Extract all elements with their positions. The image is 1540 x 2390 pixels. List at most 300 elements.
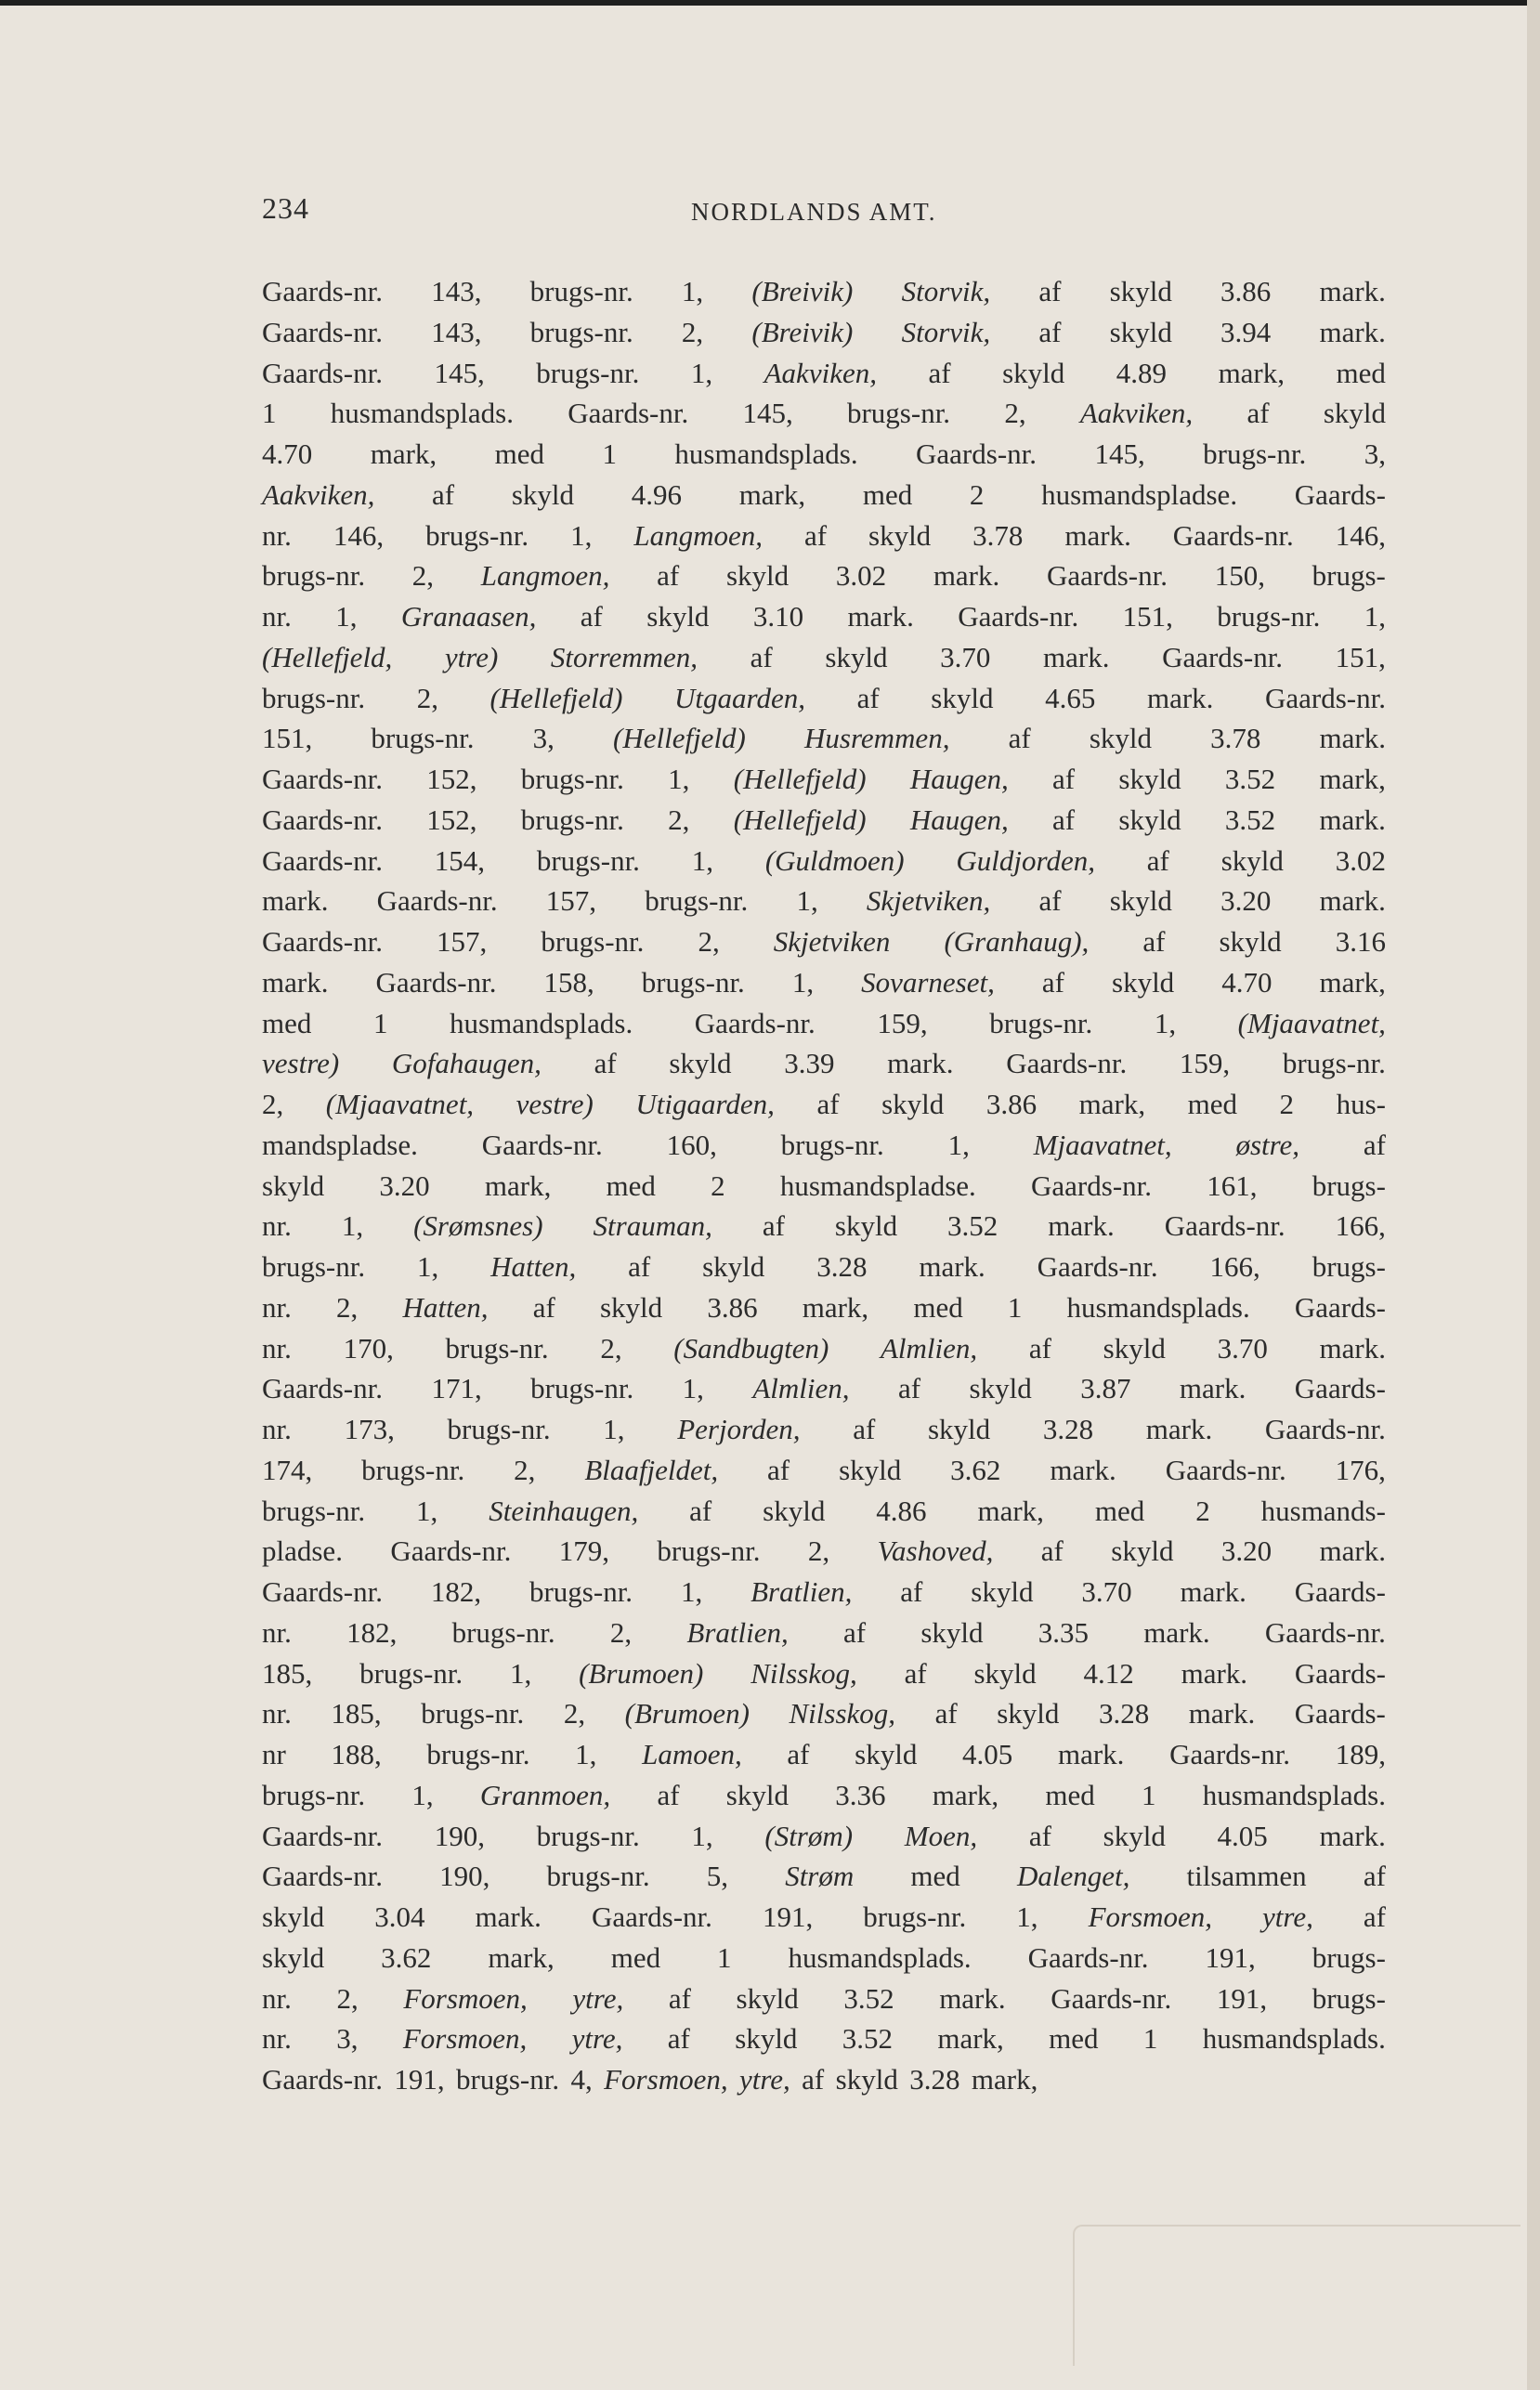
- word: 3.10: [752, 600, 804, 633]
- text-line: [262, 1287, 1386, 1328]
- place-name: Strøm: [785, 1860, 855, 1893]
- word: 3.94: [1220, 315, 1272, 348]
- word: 3.02: [1335, 843, 1386, 877]
- place-name: Nilsskog,: [750, 1656, 857, 1690]
- word: mark,: [484, 1169, 552, 1202]
- word: med: [862, 477, 913, 511]
- word: 159,: [877, 1006, 928, 1039]
- word: af: [1052, 803, 1076, 836]
- place-name: Forsmoen,: [604, 2063, 728, 2096]
- word: skyld: [262, 1169, 325, 1202]
- word: af: [1028, 1819, 1051, 1852]
- place-name: ytre,: [1262, 1900, 1313, 1933]
- word: 4.05: [1217, 1819, 1268, 1852]
- word: brugs-nr.: [451, 1615, 555, 1649]
- word: 3.70: [940, 640, 991, 673]
- word: brugs-nr.: [530, 1372, 634, 1405]
- word: nr.: [262, 518, 292, 552]
- word: 1,: [335, 600, 358, 633]
- word: skyld: [702, 1250, 765, 1283]
- word: 2: [969, 477, 985, 511]
- place-name: Aakviken,: [1079, 397, 1194, 430]
- word: brugs-nr.: [989, 1006, 1093, 1039]
- word: 4.70: [1221, 965, 1272, 999]
- word: brugs-: [1312, 1940, 1386, 1974]
- word: 3,: [1364, 438, 1386, 470]
- word: Gaards-nr.: [1051, 1981, 1172, 2015]
- word: 3.20: [1220, 1535, 1272, 1568]
- text-line: [262, 800, 1386, 841]
- word: mark.: [262, 884, 329, 918]
- word: 3.86: [985, 1088, 1038, 1120]
- word: med: [910, 1860, 960, 1893]
- word: mark,: [370, 438, 437, 470]
- word: husmandsplads.: [674, 438, 858, 470]
- word: Gaards-nr.: [1037, 1250, 1158, 1283]
- word: brugs-nr.: [456, 2063, 560, 2096]
- text-line: [262, 1003, 1386, 1044]
- word: 2,: [1004, 397, 1026, 430]
- word: brugs-: [1312, 1169, 1386, 1202]
- word: 145,: [434, 356, 485, 389]
- word: nr.: [262, 1981, 292, 2015]
- word: 1,: [416, 1494, 438, 1527]
- word: Gaards-nr.: [376, 884, 498, 918]
- word: af: [657, 559, 680, 593]
- place-name: (Brumoen): [624, 1697, 750, 1730]
- word: af: [1142, 925, 1166, 958]
- word: 1: [717, 1940, 732, 1974]
- word: 1,: [947, 1128, 970, 1161]
- word: 2,: [681, 315, 704, 348]
- place-name: Bratlien,: [750, 1575, 853, 1608]
- word: 3.28: [1098, 1697, 1150, 1730]
- word: husmandspladse.: [779, 1169, 976, 1202]
- word: skyld: [725, 559, 790, 593]
- word: af: [928, 356, 951, 389]
- word: af: [853, 1413, 876, 1445]
- word: pladse.: [262, 1535, 343, 1568]
- text-line: [262, 962, 1386, 1003]
- text-line: [262, 1613, 1386, 1653]
- word: 2,: [411, 559, 435, 593]
- word: 190,: [434, 1819, 485, 1852]
- word: af: [432, 477, 455, 511]
- word: skyld: [736, 1981, 799, 2015]
- word: mark.: [1048, 1209, 1115, 1243]
- word: brugs-nr.: [421, 1697, 525, 1730]
- word: 1: [1142, 1778, 1156, 1811]
- place-name: Guldjorden,: [956, 843, 1095, 877]
- place-name: (Breivik): [751, 315, 854, 348]
- word: brugs-: [1312, 559, 1386, 593]
- place-name: Nilsskog,: [789, 1697, 896, 1730]
- word: 1: [262, 397, 277, 430]
- word: skyld: [262, 1900, 325, 1933]
- word: Gaards-nr.: [916, 438, 1038, 470]
- word: skyld: [997, 1697, 1060, 1730]
- word: Gaards-: [1294, 1372, 1386, 1405]
- word: mark.: [939, 1981, 1006, 2015]
- word: af: [532, 1290, 555, 1324]
- word: brugs-nr.: [846, 397, 951, 430]
- word: nr.: [262, 1331, 292, 1365]
- word: af: [1052, 763, 1076, 795]
- word: mark,: [488, 1940, 555, 1974]
- word: 3.78: [972, 518, 1024, 552]
- text-line: [262, 393, 1386, 434]
- place-name: Skjetviken,: [866, 884, 991, 918]
- text-line: [262, 1693, 1386, 1734]
- word: 154,: [434, 843, 486, 877]
- place-name: Forsmoen,: [403, 1981, 528, 2015]
- word: skyld: [599, 1290, 663, 1324]
- place-name: Langmoen,: [633, 518, 763, 552]
- word: skyld: [1103, 1819, 1166, 1852]
- word: 2,: [336, 1981, 359, 2015]
- word: brugs-nr.: [361, 1453, 465, 1486]
- word: mark.: [933, 559, 1000, 593]
- word: Gaards-nr.: [375, 965, 497, 999]
- word: af: [1363, 1128, 1386, 1161]
- word: husmandsplads.: [450, 1006, 633, 1039]
- word: Gaards-nr.: [1169, 1738, 1291, 1770]
- word: Gaards-nr.: [481, 1128, 603, 1161]
- word: Gaards-nr.: [1164, 1209, 1286, 1243]
- word: 4.05: [962, 1738, 1013, 1770]
- word: brugs-nr.: [520, 763, 624, 795]
- word: brugs-nr.: [641, 965, 745, 999]
- text-line: [262, 1572, 1386, 1613]
- place-name: Hatten,: [402, 1290, 489, 1324]
- word: nr.: [262, 1290, 292, 1324]
- word: 188,: [331, 1738, 382, 1770]
- place-name: Gofahaugen,: [391, 1047, 542, 1080]
- place-name: Mjaavatnet,: [1033, 1128, 1172, 1161]
- word: af: [900, 1575, 923, 1608]
- word: mark,: [1078, 1088, 1146, 1120]
- word: af: [767, 1453, 790, 1486]
- word: 3.52: [843, 1981, 894, 2015]
- word: mark.: [1146, 681, 1214, 714]
- word: 4,: [570, 2063, 593, 2096]
- place-name: Almlien,: [752, 1372, 850, 1405]
- word: skyld: [931, 681, 994, 714]
- place-name: Utgaarden,: [674, 681, 805, 714]
- word: mark.: [1319, 803, 1386, 836]
- word: 3.62: [950, 1453, 1001, 1486]
- word: 3.70: [1217, 1331, 1268, 1365]
- place-name: (Brumoen): [579, 1656, 704, 1690]
- word: 3.62: [381, 1940, 432, 1974]
- place-name: (Srømsnes): [413, 1209, 543, 1243]
- word: 3.87: [1080, 1372, 1131, 1405]
- word: skyld: [971, 1575, 1034, 1608]
- word: mark.: [1319, 722, 1386, 755]
- word: 2,: [416, 681, 438, 714]
- word: med: [1049, 2022, 1099, 2056]
- place-name: Almlien,: [881, 1331, 978, 1365]
- word: skyld: [725, 1778, 789, 1811]
- word: 185,: [331, 1697, 382, 1730]
- text-line: [262, 1043, 1386, 1084]
- word: skyld: [1109, 315, 1172, 348]
- word: skyld: [1111, 1535, 1174, 1568]
- text-line: [262, 1775, 1386, 1816]
- word: Gaards-nr.: [262, 1372, 383, 1405]
- word: mark.: [1319, 1535, 1386, 1568]
- place-name: (Sandbugten): [673, 1331, 829, 1365]
- word: nr.: [262, 1413, 292, 1445]
- word: tilsammen: [1186, 1860, 1307, 1893]
- word: Gaards-nr.: [390, 1535, 512, 1568]
- word: af: [1040, 1535, 1064, 1568]
- word: mark.: [847, 600, 914, 633]
- word: 145,: [1094, 438, 1145, 470]
- word: med: [606, 1169, 656, 1202]
- word: Gaards-nr.: [1027, 1940, 1149, 1974]
- place-name: Storremmen,: [550, 640, 698, 673]
- word: skyld: [1002, 356, 1065, 389]
- place-name: Vashoved,: [877, 1535, 994, 1568]
- word: skyld: [881, 1088, 945, 1120]
- word: af: [803, 518, 828, 552]
- word: af: [1038, 275, 1062, 307]
- word: mark,: [1319, 965, 1386, 999]
- word: 1,: [691, 1819, 713, 1852]
- word: skyld: [1103, 1331, 1166, 1365]
- word: mark.: [919, 1250, 985, 1283]
- word: mark,: [937, 2022, 1004, 2056]
- word: af: [762, 1209, 785, 1243]
- place-name: Strauman,: [593, 1209, 712, 1243]
- word: Gaards-nr.: [262, 1819, 383, 1852]
- word: Gaards-nr.: [262, 763, 383, 795]
- word: 2,: [262, 1088, 284, 1120]
- text-line: [262, 1856, 1386, 1897]
- word: med: [1336, 356, 1386, 389]
- word: af: [1246, 397, 1270, 430]
- word: skyld: [1112, 965, 1175, 999]
- word: af: [628, 1250, 651, 1283]
- word: 191,: [1216, 1981, 1268, 2015]
- word: af: [580, 600, 603, 633]
- word: brugs-: [1312, 1250, 1386, 1283]
- word: mark.: [1143, 1615, 1210, 1649]
- word: 3.28: [816, 1250, 868, 1283]
- text-line: [262, 312, 1386, 353]
- word: 5,: [706, 1860, 729, 1893]
- word: brugs-nr.: [520, 803, 624, 836]
- word: 2,: [609, 1615, 633, 1649]
- word: brugs-nr.: [546, 1860, 650, 1893]
- word: 1,: [791, 965, 815, 999]
- word: 157,: [545, 884, 597, 918]
- word: med: [1094, 1494, 1145, 1527]
- word: 173,: [344, 1413, 395, 1445]
- word: brugs-nr.: [447, 1413, 551, 1445]
- word: 2,: [336, 1290, 359, 1324]
- place-name: Granaasen,: [400, 600, 537, 633]
- word: 158,: [543, 965, 594, 999]
- text-line: [262, 1166, 1386, 1207]
- word: 191,: [394, 2063, 445, 2096]
- word: 1,: [416, 1250, 439, 1283]
- word: 151,: [1335, 640, 1386, 673]
- word: af: [1363, 1900, 1386, 1933]
- word: husmands-: [1260, 1494, 1386, 1527]
- word: mark.: [1181, 1656, 1248, 1690]
- word: brugs-nr.: [262, 1494, 366, 1527]
- word: brugs-nr.: [536, 843, 640, 877]
- word: 166,: [1335, 1209, 1386, 1243]
- word: med: [262, 1006, 312, 1039]
- word: Gaards-nr.: [1265, 681, 1386, 714]
- word: 1,: [691, 843, 713, 877]
- word: mark,: [1319, 763, 1386, 795]
- word: skyld: [927, 1413, 991, 1445]
- word: Gaards-nr.: [262, 315, 383, 348]
- word: 1,: [690, 356, 713, 389]
- word: af: [787, 1738, 810, 1770]
- word: brugs-nr.: [541, 925, 645, 958]
- text-line: [262, 353, 1386, 394]
- word: Gaards-nr.: [591, 1900, 712, 1933]
- word: 1,: [603, 1413, 625, 1445]
- place-name: ytre,: [572, 1981, 624, 2015]
- word: Gaards-nr.: [262, 1860, 383, 1893]
- place-name: ytre,: [738, 2063, 790, 2096]
- word: brugs-nr.: [657, 1535, 761, 1568]
- word: brugs-nr.: [425, 518, 529, 552]
- word: 160,: [666, 1128, 717, 1161]
- word: 146,: [333, 518, 385, 552]
- text-line: [262, 1734, 1386, 1775]
- place-name: Skjetviken: [773, 925, 891, 958]
- text-line: [262, 1491, 1386, 1532]
- word: nr.: [262, 1209, 292, 1243]
- word: 3.28: [909, 2063, 960, 2096]
- word: mark,: [932, 1778, 999, 1811]
- word: af: [1028, 1331, 1051, 1365]
- word: af: [898, 1372, 921, 1405]
- word: 1: [1142, 2022, 1158, 2056]
- word: mark.: [1319, 1819, 1386, 1852]
- word: brugs-nr.: [1282, 1047, 1386, 1080]
- word: 143,: [431, 315, 482, 348]
- word: 3.04: [374, 1900, 425, 1933]
- word: skyld: [1109, 275, 1172, 307]
- word: 3.52: [947, 1209, 998, 1243]
- word: Gaards-nr.: [1165, 1453, 1286, 1486]
- word: med: [1187, 1088, 1237, 1120]
- place-name: vestre): [262, 1047, 340, 1080]
- place-name: (Breivik): [751, 275, 854, 307]
- word: brugs-nr.: [262, 681, 366, 714]
- word: brugs-: [1312, 1981, 1386, 2015]
- word: 182,: [430, 1575, 482, 1608]
- word: skyld: [1109, 884, 1172, 918]
- place-name: (Hellefjeld): [733, 763, 867, 795]
- word: 4.89: [1116, 356, 1168, 389]
- word: af: [1038, 315, 1062, 348]
- word: 1,: [668, 763, 690, 795]
- word: Gaards-nr.: [1172, 518, 1294, 552]
- place-name: Moen,: [904, 1819, 978, 1852]
- word: 3.52: [842, 2022, 893, 2056]
- place-name: Utigaarden,: [635, 1088, 775, 1120]
- word: Gaards-: [1294, 1575, 1386, 1608]
- word: 4.96: [631, 477, 682, 511]
- word: brugs-nr.: [1203, 438, 1307, 470]
- word: 1,: [411, 1778, 434, 1811]
- text-line: [262, 1368, 1386, 1409]
- word: skyld: [834, 1209, 898, 1243]
- word: brugs-nr.: [529, 275, 633, 307]
- place-name: (Mjaavatnet,: [325, 1088, 475, 1120]
- place-name: Blaafjeldet,: [584, 1453, 719, 1486]
- word: 3.52: [1224, 763, 1276, 795]
- word: 151,: [1122, 600, 1173, 633]
- word: brugs-nr.: [359, 1656, 463, 1690]
- word: mark.: [887, 1047, 954, 1080]
- word: af: [1008, 722, 1031, 755]
- place-name: Granmoen,: [479, 1778, 611, 1811]
- word: med: [494, 438, 544, 470]
- place-name: (Hellefjeld,: [262, 640, 393, 673]
- place-name: Dalenget,: [1016, 1860, 1130, 1893]
- word: 3.20: [1220, 884, 1272, 918]
- body-text: [262, 271, 1386, 2100]
- word: mark.: [475, 1900, 542, 1933]
- word: skyld: [825, 640, 888, 673]
- word: brugs-nr.: [536, 356, 640, 389]
- word: skyld: [969, 1372, 1032, 1405]
- word: af: [1363, 1860, 1386, 1893]
- place-name: Forsmoen,: [402, 2022, 528, 2056]
- word: 1: [602, 438, 617, 470]
- word: brugs-nr.: [426, 1738, 530, 1770]
- word: mark.: [1179, 1372, 1246, 1405]
- word: Gaards-: [1294, 477, 1386, 511]
- word: 2,: [668, 803, 690, 836]
- word: brugs-nr.: [780, 1128, 884, 1161]
- word: 2: [711, 1169, 725, 1202]
- word: brugs-nr.: [262, 1778, 366, 1811]
- word: 146,: [1335, 518, 1386, 552]
- word: 179,: [558, 1535, 609, 1568]
- word: brugs-nr.: [536, 1819, 640, 1852]
- word: husmandsplads.: [1202, 2022, 1386, 2056]
- word: brugs-nr.: [371, 722, 475, 755]
- word: nr.: [262, 2022, 292, 2056]
- word: 190,: [439, 1860, 490, 1893]
- word: 3,: [532, 722, 555, 755]
- text-line: [262, 1531, 1386, 1572]
- word: Gaards-nr.: [262, 925, 383, 958]
- word: skyld: [1220, 843, 1284, 877]
- word: 161,: [1207, 1169, 1258, 1202]
- word: 143,: [431, 275, 482, 307]
- text-line: [262, 2018, 1386, 2059]
- text-line: [262, 1328, 1386, 1369]
- word: 3.86: [1220, 275, 1272, 307]
- word: brugs-nr.: [262, 559, 366, 593]
- word: Gaards-nr.: [262, 356, 383, 389]
- text-line: [262, 759, 1386, 800]
- word: brugs-nr.: [262, 1250, 366, 1283]
- word: skyld: [262, 1940, 325, 1974]
